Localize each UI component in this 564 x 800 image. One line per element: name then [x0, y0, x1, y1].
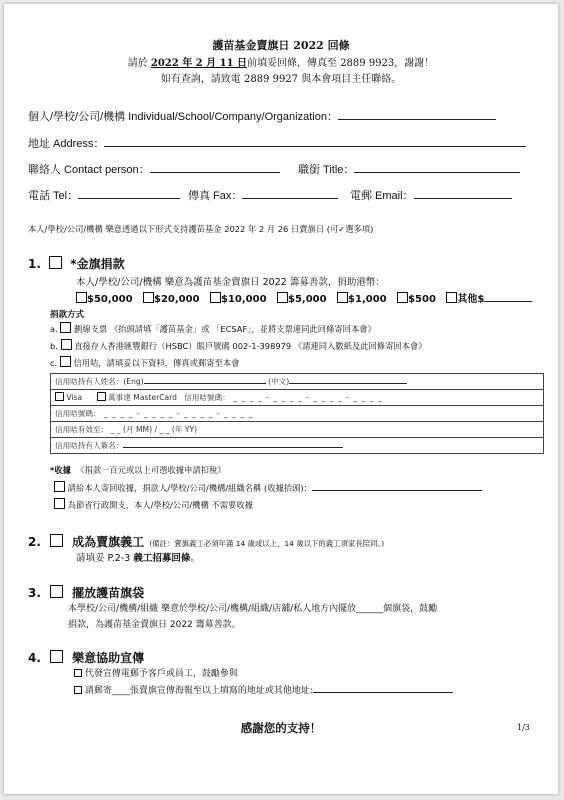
email-field[interactable]: 電郵 Email：	[350, 187, 512, 203]
receipt-checkbox[interactable]	[54, 498, 65, 509]
section3-heading: 3. 擺放護苗旗袋	[28, 586, 145, 600]
section4-item[interactable]: 請郵寄____張賣旗宣傳海報至以上填寫的地址或其他地址:	[74, 683, 453, 696]
thanks-text: 感謝您的支持！	[240, 721, 322, 735]
method-checkbox[interactable]	[60, 356, 71, 367]
address-field[interactable]: 地址 Address：	[28, 135, 526, 151]
fax-field[interactable]: 傳真 Fax：	[188, 187, 338, 203]
method-c[interactable]: c. 信用咭，請填妥以下資料，傳真或郵寄至本會	[50, 358, 240, 368]
card-type-row[interactable]: Visa 萬事達 MasterCard 信用咭號碼： _ _ _ _ - _ _ _ _ - _ _ _ _ - _ _ _ _	[51, 390, 543, 406]
method-checkbox[interactable]	[61, 339, 72, 350]
amount-checkbox[interactable]	[143, 292, 154, 303]
card-number-row[interactable]: 信用咭號碼： _ _ _ _ - _ _ _ _ - _ _ _ _ - _ _ _ _	[51, 406, 543, 422]
amount-checkbox[interactable]	[446, 292, 457, 303]
intro-text: 本人/學校/公司/機構 樂意透過以下形式支持護苗基金 2022 年 2 月 26 日賣旗日 (可✓選多項)	[28, 224, 374, 234]
card-signature-row[interactable]: 信用咭持有人簽名：	[51, 438, 543, 453]
amount-checkbox[interactable]	[337, 292, 348, 303]
amount-option[interactable]: $20,000	[143, 294, 200, 305]
visa-checkbox[interactable]	[55, 392, 64, 401]
mastercard-checkbox[interactable]	[97, 392, 106, 401]
section2-heading: 2. 成為賣旗義工 (備註：賣旗義工必須年滿 14 歲或以上，14 歲以下的義工須家長陪同。)	[28, 535, 385, 549]
section3-line2: 捐款，為護苗基金賣旗日 2022 籌募善款。	[68, 620, 241, 630]
organization-field[interactable]: 個人/學校/公司/機構 Individual/School/Company/Organization：	[28, 108, 496, 124]
job-title-field[interactable]: 職銜 Title：	[298, 161, 520, 177]
contact-field[interactable]: 聯絡人 Contact person：	[28, 161, 280, 177]
section1-checkbox[interactable]	[49, 256, 62, 269]
amount-option[interactable]: $500	[397, 294, 436, 305]
form-title: 護苗基金賣旗日 2022 回條	[212, 39, 350, 52]
method-checkbox[interactable]	[60, 322, 71, 333]
amount-option[interactable]: $10,000	[210, 294, 267, 305]
section3-line1: 本學校/公司/機構/組織 樂意於學校/公司/機構/組織/店舖/私人地方內擺放______個旗袋，鼓勵	[68, 604, 438, 614]
form-page	[4, 4, 558, 794]
receipt-checkbox[interactable]	[54, 481, 65, 492]
section1-heading: 1. *金旗捐款	[28, 257, 125, 271]
amount-checkbox[interactable]	[277, 292, 288, 303]
amount-options	[76, 290, 532, 305]
amount-option[interactable]: 其他$	[446, 294, 532, 305]
tel-field[interactable]: 電話 Tel：	[28, 187, 180, 203]
deadline-date: 2022 年 2 月 11 日	[150, 58, 248, 69]
enquiry-line: 如有查詢，請致電 2889 9927 與本會項目主任聯絡。	[160, 74, 402, 85]
amount-checkbox[interactable]	[76, 292, 87, 303]
receipt-option-none[interactable]: 為節省行政開支，本人/學校/公司/機構 不需要收據	[54, 498, 253, 511]
receipt-heading: *收據 《捐款一百元或以上可憑收據申請扣稅》	[50, 465, 226, 475]
section1-desc: 本人/學校/公司/機構 樂意為護苗基金賣旗日 2022 籌募善款，捐助港幣：	[76, 277, 385, 288]
card-expiry-row[interactable]: 信用咭有效至： _ _ (月 MM) / _ _ (年 YY)	[51, 422, 543, 438]
section2-checkbox[interactable]	[50, 534, 63, 547]
section4-checkbox[interactable]	[50, 650, 63, 663]
receipt-option-mail[interactable]: 請給本人寄回收據，捐款人/學校/公司/機構/組織名稱 (收據抬頭)：	[54, 481, 482, 494]
section4-item[interactable]: 代發宣傳電郵予客戶或員工，鼓勵參與	[74, 666, 238, 679]
section3-checkbox[interactable]	[50, 585, 63, 598]
section4-heading: 4. 樂意協助宣傳	[28, 651, 145, 665]
amount-option[interactable]: $50,000	[76, 294, 133, 305]
amount-option[interactable]: $1,000	[337, 294, 387, 305]
section2-line: 請填妥 P.2-3 義工招募回條。	[76, 553, 200, 564]
method-a[interactable]: a. 劃線支票 《抬頭請填「護苗基金」或 「ECSAF」，並將支票連同此回條寄回本會》	[50, 324, 376, 334]
section4-item-checkbox[interactable]	[74, 686, 82, 694]
card-holder-row[interactable]: 信用咭持有人姓名：(Eng) (中文)	[51, 374, 543, 390]
method-title: 捐款方式	[50, 310, 85, 320]
section4-item-checkbox[interactable]	[74, 669, 82, 677]
page-number: 1/3	[517, 723, 530, 732]
amount-checkbox[interactable]	[210, 292, 221, 303]
method-b[interactable]: b. 直接存入香港匯豐銀行（HSBC）賬戶號碼 002-1-398979 《請連同入數紙及此回條寄回本會》	[50, 341, 427, 351]
credit-card-table	[50, 373, 544, 454]
amount-checkbox[interactable]	[397, 292, 408, 303]
amount-option[interactable]: $5,000	[277, 294, 327, 305]
deadline-line: 請於 2022 年 2 月 11 日前填妥回條，傳真至 2889 9923，謝謝！	[127, 58, 435, 69]
